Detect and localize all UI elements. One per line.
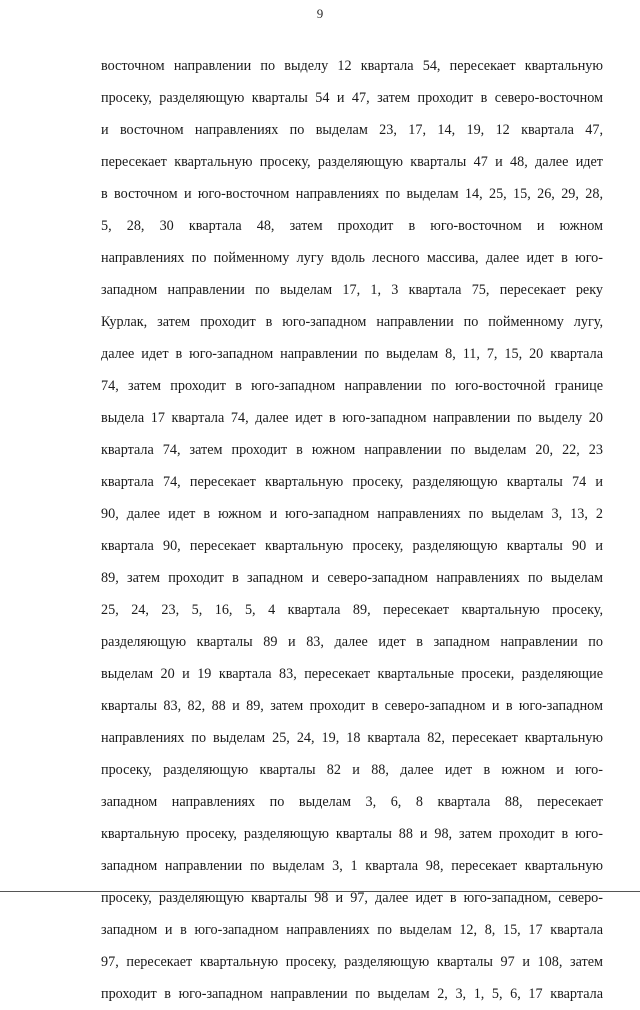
text-line: выделам 20 и 19 квартала 83, пересекает квартальные просеки, разделяющие [101,666,603,682]
text-line: кварталы 83, 82, 88 и 89, затем проходит в северо-западном и в юго-западном [101,698,603,714]
text-line: Курлак, затем проходит в юго-западном направлении по пойменному лугу, [101,314,603,330]
body-text [101,50,603,1010]
text-line: в восточном и юго-восточном направлениях по выделам 14, 25, 15, 26, 29, 28, [101,186,603,202]
text-line: квартала 74, затем проходит в южном направлении по выделам 20, 22, 23 [101,442,603,458]
text-line: западном и в юго-западном направлениях по выделам 12, 8, 15, 17 квартала [101,922,603,938]
text-line: 25, 24, 23, 5, 16, 5, 4 квартала 89, пересекает квартальную просеку, [101,602,603,618]
text-line: пересекает квартальную просеку, разделяющую кварталы 47 и 48, далее идет [101,154,603,170]
text-line: 74, затем проходит в юго-западном направлении по юго-восточной границе [101,378,603,394]
text-line: западном направлениях по выделам 3, 6, 8 квартала 88, пересекает [101,794,603,810]
text-line: направлениях по выделам 25, 24, 19, 18 квартала 82, пересекает квартальную [101,730,603,746]
text-line: квартальную просеку, разделяющую кварталы 88 и 98, затем проходит в юго- [101,826,603,842]
text-line: западном направлении по выделам 17, 1, 3 квартала 75, пересекает реку [101,282,603,298]
text-line: 5, 28, 30 квартала 48, затем проходит в юго-восточном и южном [101,218,603,234]
text-line: далее идет в юго-западном направлении по выделам 8, 11, 7, 15, 20 квартала [101,346,603,362]
text-line: квартала 90, пересекает квартальную просеку, разделяющую кварталы 90 и [101,538,603,554]
text-line: западном направлении по выделам 3, 1 квартала 98, пересекает квартальную [101,858,603,874]
text-line: выдела 17 квартала 74, далее идет в юго-западном направлении по выделу 20 [101,410,603,426]
text-line: и восточном направлениях по выделам 23, 17, 14, 19, 12 квартала 47, [101,122,603,138]
text-line: восточном направлении по выделу 12 квартала 54, пересекает квартальную [101,58,603,74]
text-line: 97, пересекает квартальную просеку, разделяющую кварталы 97 и 108, затем [101,954,603,970]
text-line: просеку, разделяющую кварталы 98 и 97, далее идет в юго-западном, северо- [101,890,603,906]
text-line: направлениях по пойменному лугу вдоль лесного массива, далее идет в юго- [101,250,603,266]
text-line: просеку, разделяющую кварталы 82 и 88, далее идет в южном и юго- [101,762,603,778]
text-line: 90, далее идет в южном и юго-западном направлениях по выделам 3, 13, 2 [101,506,603,522]
text-line: просеку, разделяющую кварталы 54 и 47, затем проходит в северо-восточном [101,90,603,106]
text-line: квартала 74, пересекает квартальную просеку, разделяющую кварталы 74 и [101,474,603,490]
text-line: разделяющую кварталы 89 и 83, далее идет в западном направлении по [101,634,603,650]
text-line: 89, затем проходит в западном и северо-западном направлениях по выделам [101,570,603,586]
page-number: 9 [316,6,324,21]
bottom-rule [0,891,640,892]
text-line: проходит в юго-западном направлении по выделам 2, 3, 1, 5, 6, 17 квартала [101,986,603,1002]
